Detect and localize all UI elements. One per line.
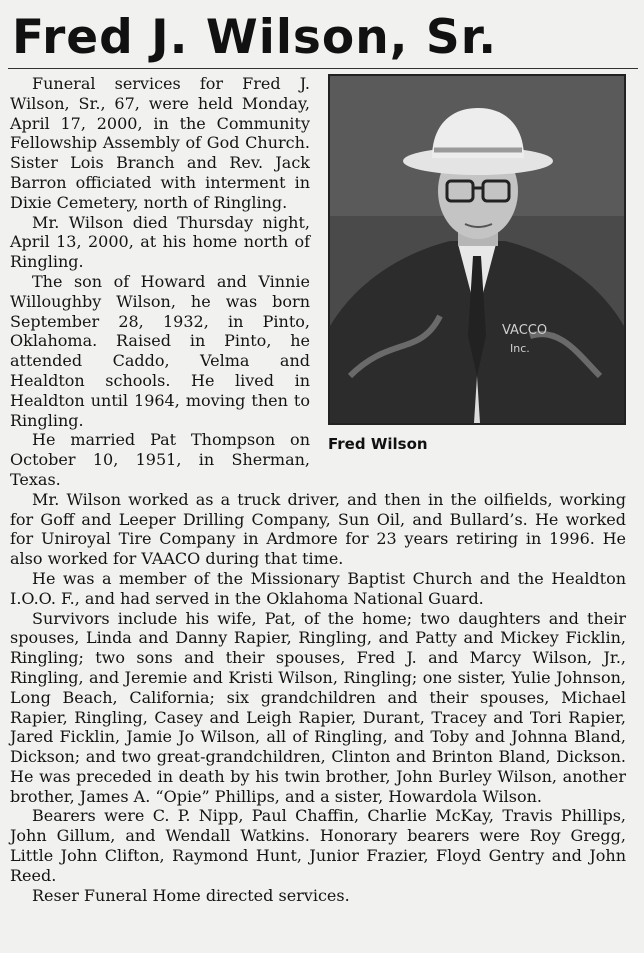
paragraph-death: Mr. Wilson died Thursday night, April 13, 2000, at his home north of Ringling.	[10, 212, 310, 272]
svg-text:VACCO: VACCO	[502, 323, 548, 338]
paragraph-career: Mr. Wilson worked as a truck driver, and then in the oilfields, working for Goff and Leeper Drilling Company, Sun Oil, and Bullard’s. He worked for Uniroyal Tire Company in Ardmore for 23 years retiring in 1996. He also worked for VAACO during that time.	[10, 489, 626, 569]
paragraph-birth: The son of Howard and Vinnie Willoughby Wilson, he was born September 28, 1932, in Pinto, Oklahoma. Raised in Pinto, he attended Caddo, Velma and Healdton schools. He lived in Healdton until 1964, moving then to Ringling.	[10, 271, 310, 430]
paragraph-services: Funeral services for Fred J. Wilson, Sr., 67, were held Monday, April 17, 2000, in the Community Fellowship Assembly of God Church. Sister Lois Branch and Rev. Jack Barron officiated with interment in Dixie Cemetery, north of Ringling.	[10, 74, 310, 212]
svg-text:Inc.: Inc.	[510, 342, 530, 355]
portrait-photo	[328, 74, 626, 425]
paragraph-memberships: He was a member of the Missionary Baptist Church and the Healdton I.O.O. F., and had served in the Oklahoma National Guard.	[10, 568, 626, 608]
photo-caption: Fred Wilson	[328, 435, 428, 453]
portrait-figure	[320, 74, 626, 460]
paragraph-survivors: Survivors include his wife, Pat, of the home; two daughters and their spouses, Linda and Danny Rapier, Ringling, and Patty and Mickey Ficklin, Ringling; two sons and their spouses, Fred J. and Marcy Wilson, Jr., Ringling, and Jeremie and Kristi Wilson, Ringling; one sister, Yulie Johnson, Long Beach, California; six grandchildren and their spouses, Michael Rapier, Ringling, Casey and Leigh Rapier, Durant, Tracey and Tori Rapier, Jared Ficklin, Jamie Jo Wilson, all of Ringling, and Toby and Johnna Bland, Dickson; and two great-grandchildren, Clinton and Brinton Bland, Dickson. He was preceded in death by his twin brother, John Burley Wilson, another brother, James A. “Opie” Phillips, and a sister, Howardola Wilson.	[10, 608, 626, 806]
headline-rule	[8, 68, 638, 69]
paragraph-funeral-home: Reser Funeral Home directed services.	[32, 885, 350, 905]
obituary-body	[10, 74, 626, 905]
paragraph-marriage: He married Pat Thompson on October 10, 1951, in Sherman, Texas.	[10, 430, 310, 489]
portrait-illustration	[330, 76, 624, 423]
paragraph-bearers: Bearers were C. P. Nipp, Paul Chaffin, Charlie McKay, Travis Phillips, John Gillum, and Wendall Watkins. Honorary bearers were Roy Gregg, Little John Clifton, Raymond Hunt, Junior Frazier, Floyd Gentry and John Reed.	[10, 806, 626, 885]
headline: Fred J. Wilson, Sr.	[12, 10, 498, 65]
